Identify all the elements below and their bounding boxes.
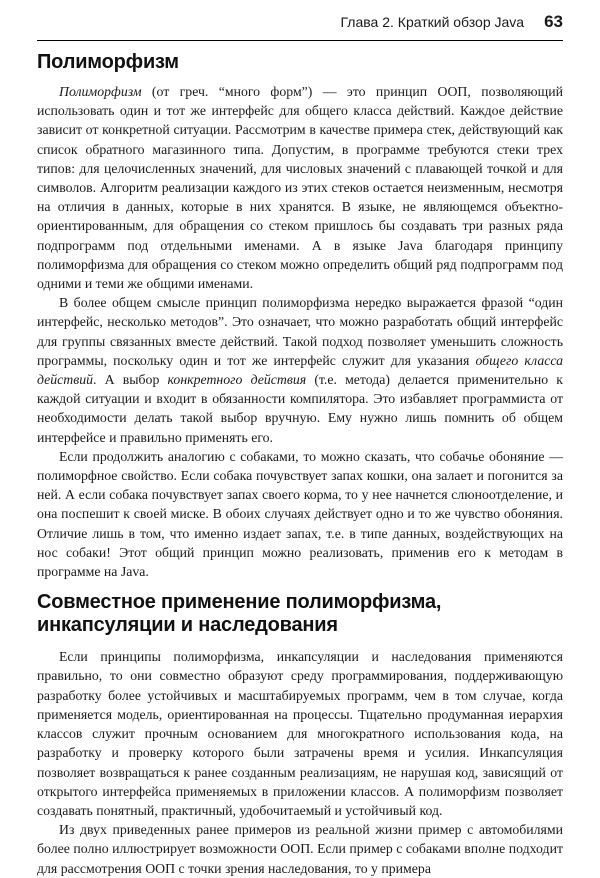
paragraph: Из двух приведенных ранее примеров из реальной жизни пример с автомобилями более полно иллюстрирует возможности ООП. Если пример с собаками вполне подходит для рассмотрения ООП с точки зрения наследования, то у примера [37,822,563,876]
book-page [37,12,563,878]
paragraph [37,82,563,293]
section-heading-polymorphism: Полиморфизм [37,51,179,73]
emphasis-general-class: общего класса действий [37,352,564,388]
emphasis-specific-action: конкретного действия [167,372,307,388]
section-body-polymorphism [37,82,563,581]
paragraph [37,293,563,447]
paragraph-text: (т.е. метода) делается применительно к каждой ситуации и входит в обязанности компилятора. Это избавляет программиста от необходимости делать такой выбор вручную. Ему нужно лишь помнить об общем интерфейсе и правильно применять его. [37,372,563,445]
paragraph-text: . А выбор [93,372,168,388]
running-header [37,12,563,41]
paragraph: Если продолжить аналогию с собаками, то можно сказать, что собачье обоняние — полиморфное свойство. Если собака почувствует запах кошки, она залает и погонится за ней. А если собака почувствует запах своего корма, то у нее начнется слюноотделение, и она поспешит к своей миске. В обоих случаях действует одно и то же чувство обоняния. Отличие лишь в том, что именно издает запах, т.е. в типе данных, воздействующих на нос собаки! Этот общий принцип можно реализовать, применив его к методам в программе на Java. [37,448,563,580]
heading-line: инкапсуляции и наследования [37,614,338,637]
paragraph: Если принципы полиморфизма, инкапсуляции и наследования применяются правильно, то они совместно образуют среду программирования, поддерживающую разработку более устойчивых и масштабируемых программ, чем в том случае, когда применяется модель, ориентированная на процессы. Тщательно продуманная иерархия классов служит прочным основанием для многократного использования кода, на разработку и проверку которого были затрачены время и усилия. Инкапсуляция позволяет возвращаться к ранее созданным реализациям, не нарушая код, зависящий от открытого интерфейса применяемых в приложении классов. А полиморфизм позволяет создавать понятный, практичный, удобочитаемый и устойчивый код. [37,649,563,818]
page-number: 63 [544,12,563,31]
section-heading-combined [37,591,563,637]
heading-line: Совместное применение полиморфизма, [37,591,442,614]
paragraph-text: В более общем смысле принцип полиморфизма нередко выражается фразой “один интерфейс, несколько методов”. Это означает, что можно разработать общий интерфейс для группы связанных вместе действий. Такой подход позволяет уменьшить сложность программы, поскольку один и тот же интерфейс служит для указания [37,295,563,368]
term-polymorphism: Полиморфизм [59,84,142,99]
paragraph-text: (от греч. “много форм”) — это принцип ООП, позволяющий использовать один и тот же интерфейс для общего класса действий. Каждое действие зависит от конкретной ситуации. Рассмотрим в качестве примера стек, действующий как список обратного магазинного типа. Допустим, в программе требуются стеки трех типов: для целочисленных значений, для числовых значений с плавающей точкой и для символов. Алгоритм реализации каждого из этих стеков остается неизменным, несмотря на отличия в данных, которые в них хранятся. В языке, не являющемся объектно-ориентированным, для обращения со стеком пришлось бы создавать три разных ряда подпрограмм под отдельными именами. А в языке Java благодаря принципу полиморфизма для обращения со стеком можно определить общий ряд подпрограмм под одними и теми же общими именами. [37,84,563,292]
section-body-combined [37,647,563,877]
chapter-title: Глава 2. Краткий обзор Java [340,14,525,30]
